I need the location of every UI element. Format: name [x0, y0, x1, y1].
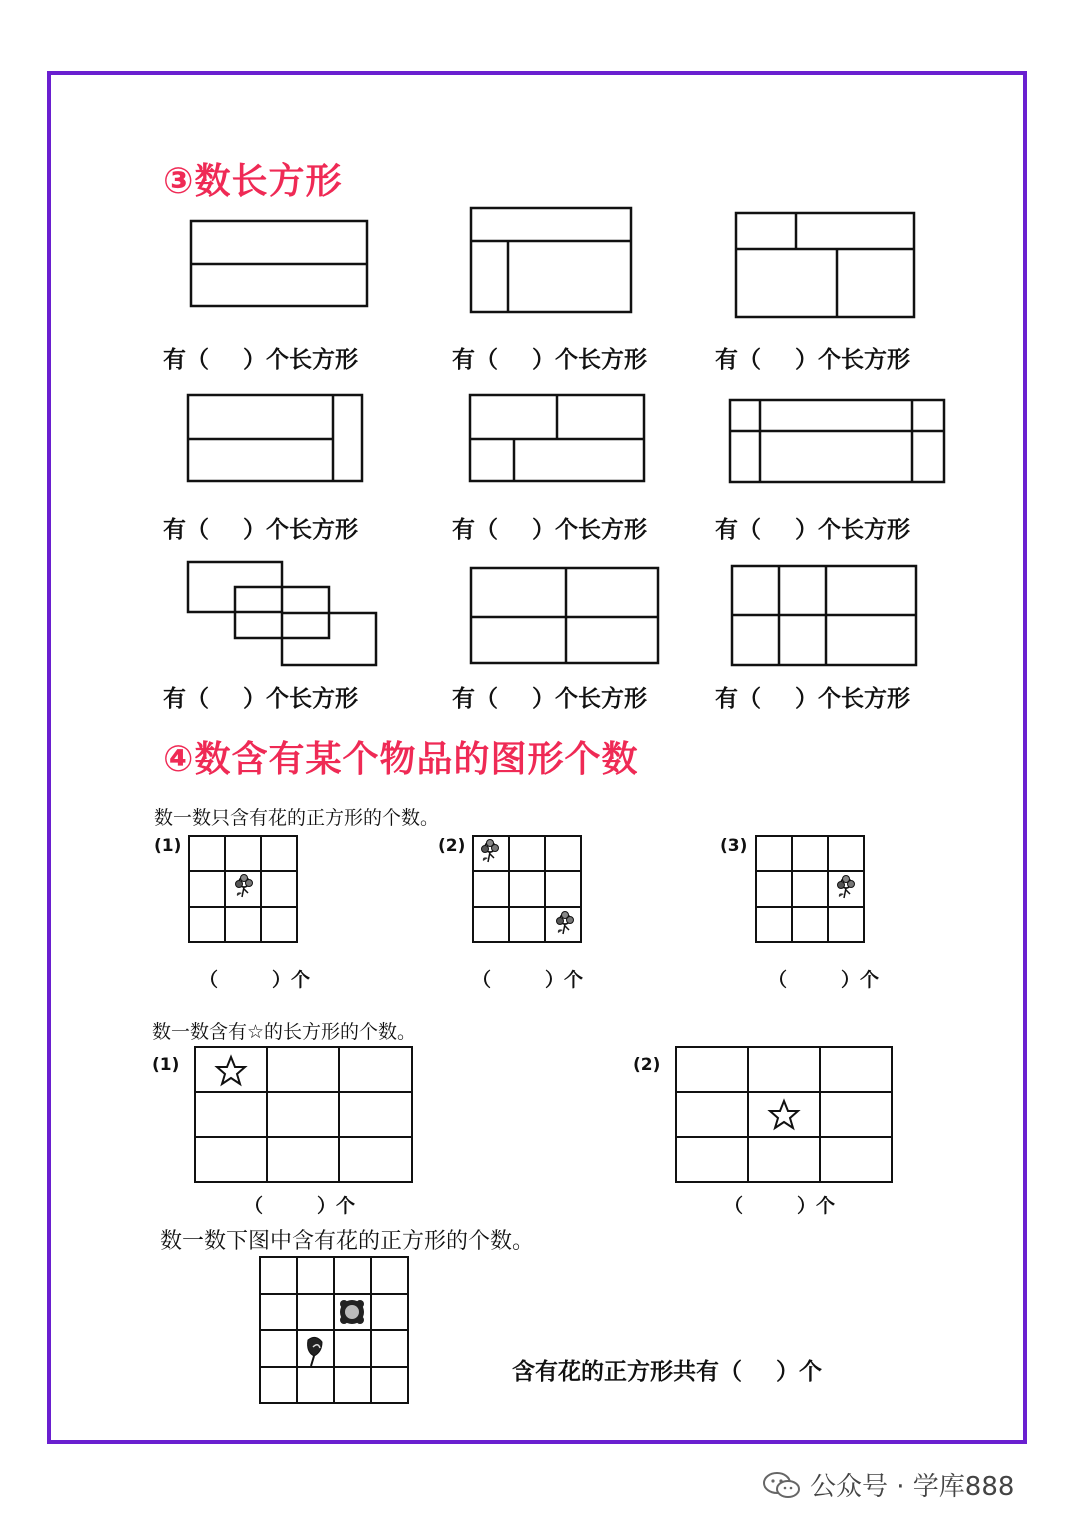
answer-label: 有（ ）个长方形 [452, 517, 647, 543]
answer-label: 有（ ）个长方形 [452, 686, 647, 712]
answer-paren: （ ）个 [244, 1195, 356, 1217]
answer-label: 有（ ）个长方形 [715, 347, 910, 373]
answer-label: 有（ ）个长方形 [163, 517, 358, 543]
footer-watermark [762, 1466, 1014, 1503]
footer-text: 公众号 · 学库888 [810, 1472, 1015, 1502]
final-answer-label: 含有花的正方形共有（ ）个 [512, 1359, 822, 1385]
instruction-flower-grid: 数一数下图中含有花的正方形的个数。 [160, 1229, 535, 1254]
section-4-title: ④数含有某个物品的图形个数 [163, 739, 639, 780]
answer-label: 有（ ）个长方形 [452, 347, 647, 373]
item-number: (2) [633, 1055, 661, 1075]
round-flower-icon [340, 1300, 364, 1324]
wechat-icon [762, 1470, 802, 1500]
answer-label: 有（ ）个长方形 [715, 686, 910, 712]
section-3-title: ③数长方形 [163, 161, 343, 202]
item-number: (1) [152, 1055, 180, 1075]
answer-paren: （ ）个 [768, 969, 880, 991]
answer-label: 有（ ）个长方形 [163, 347, 358, 373]
answer-paren: （ ）个 [199, 969, 311, 991]
answer-paren: （ ）个 [724, 1195, 836, 1217]
item-number: (3) [720, 836, 748, 856]
item-number: (1) [154, 836, 182, 856]
answer-label: 有（ ）个长方形 [715, 517, 910, 543]
answer-paren: （ ）个 [472, 969, 584, 991]
answer-label: 有（ ）个长方形 [163, 686, 358, 712]
tulip-flower-icon [308, 1337, 322, 1366]
instruction-flower-squares: 数一数只含有花的正方形的个数。 [154, 807, 440, 829]
item-number: (2) [438, 836, 466, 856]
instruction-star-rectangles: 数一数含有☆的长方形的个数。 [152, 1021, 417, 1043]
